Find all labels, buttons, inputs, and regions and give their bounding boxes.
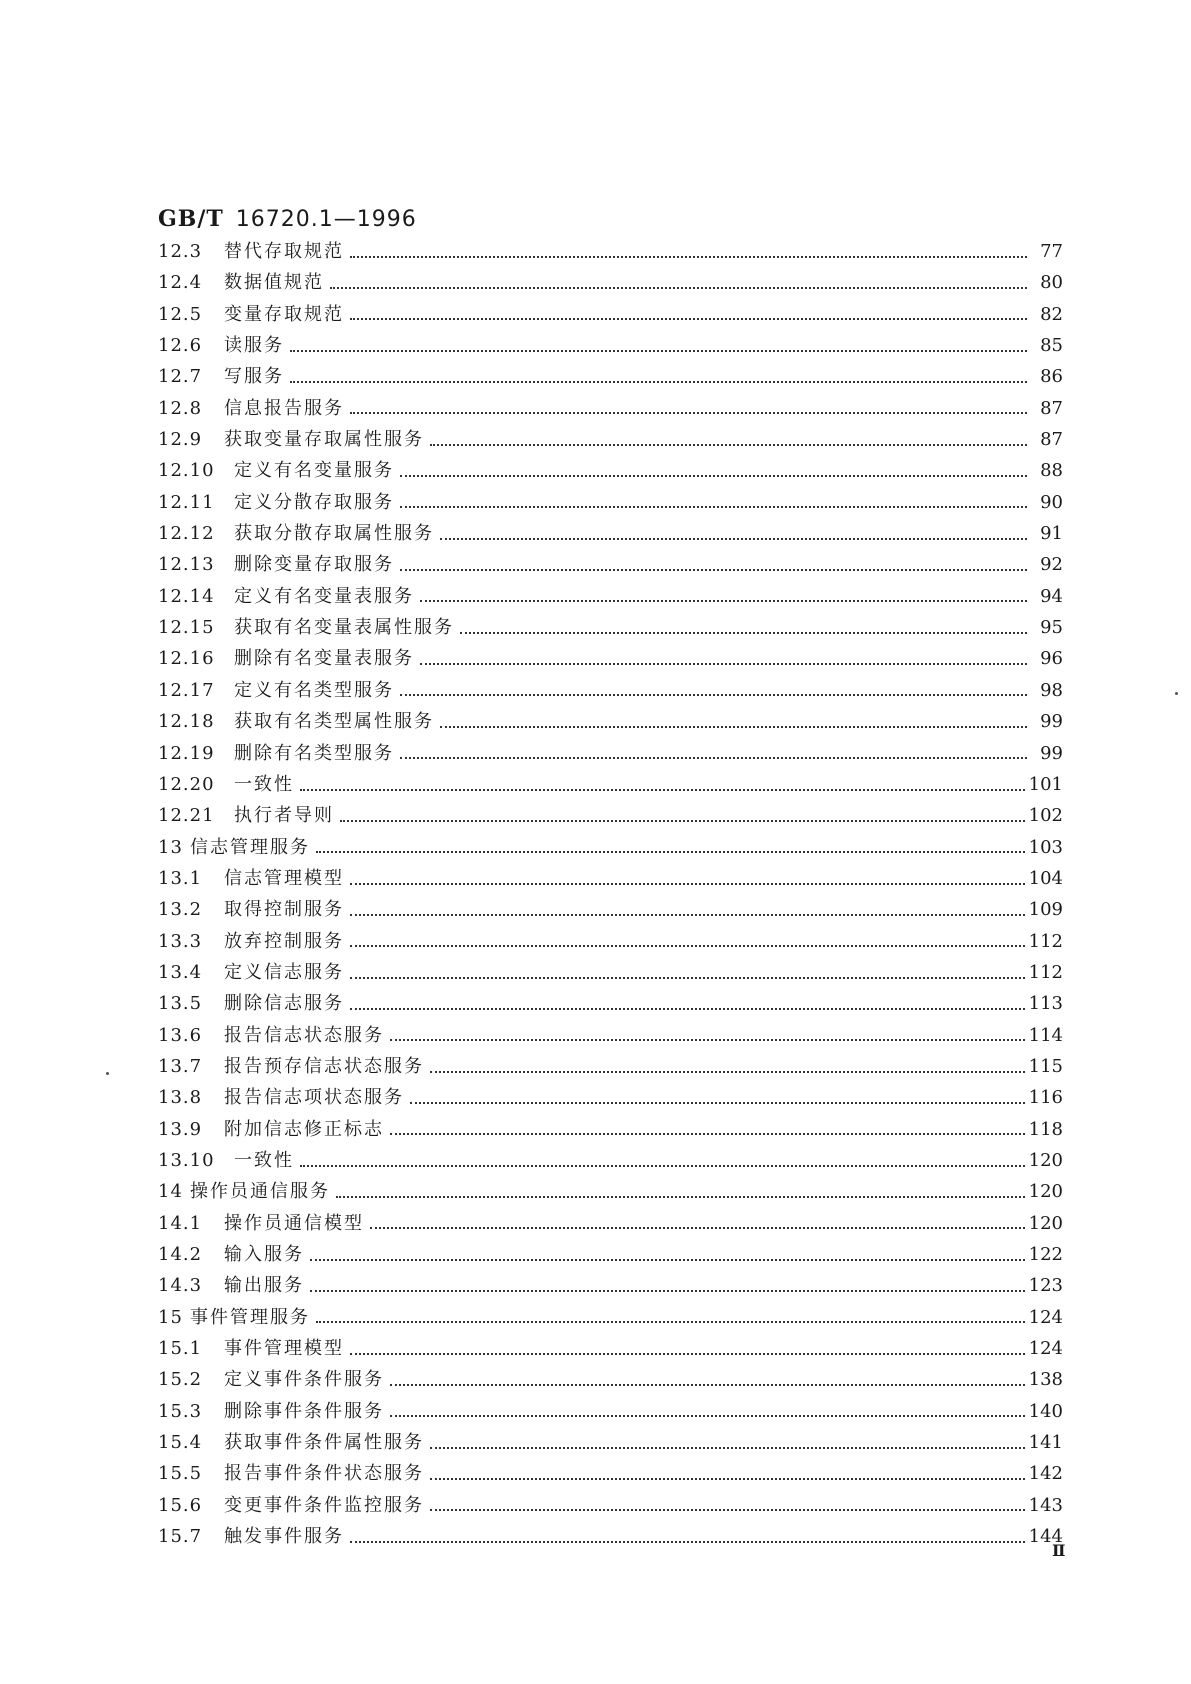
toc-entry-page: 113	[1028, 993, 1063, 1015]
toc-entry-page: 80	[1040, 272, 1063, 294]
toc-entry	[158, 643, 1063, 674]
toc-entry-number: 12.13	[158, 554, 215, 576]
toc-entry-title: 定义有名类型服务	[234, 679, 394, 701]
toc-entry-page: 109	[1028, 899, 1063, 921]
toc-entry-title: 报告信志项状态服务	[224, 1087, 404, 1109]
toc-dot-leader	[420, 663, 1027, 665]
toc-entry	[158, 1082, 1063, 1113]
toc-entry-page: 112	[1028, 930, 1063, 952]
toc-entry-title: 附加信志修正标志	[224, 1118, 384, 1140]
toc-entry-title: 报告预存信志状态服务	[224, 1055, 424, 1077]
toc-entry-page: 142	[1028, 1463, 1063, 1485]
toc-entry	[158, 1333, 1063, 1364]
toc-entry-number: 15.3	[158, 1400, 203, 1422]
toc-dot-leader	[350, 256, 1027, 258]
toc-entry-title: 删除有名类型服务	[234, 742, 394, 764]
toc-dot-leader	[350, 1353, 1025, 1355]
toc-entry-number: 12.7	[158, 366, 203, 388]
toc-entry-title: 定义有名变量服务	[234, 460, 394, 482]
toc-dot-leader	[400, 694, 1027, 696]
toc-entry-title: 事件管理模型	[224, 1338, 344, 1360]
toc-entry-page: 140	[1028, 1400, 1063, 1422]
toc-entry	[158, 361, 1063, 392]
toc-entry-page: 143	[1028, 1494, 1063, 1516]
toc-dot-leader	[316, 1321, 1025, 1323]
toc-entry-number: 12.14	[158, 585, 215, 607]
toc-entry	[158, 581, 1063, 612]
toc-entry-number: 13.10	[158, 1149, 215, 1171]
toc-entry-number: 14.2	[158, 1244, 203, 1265]
toc-entry-title: 获取变量存取属性服务	[224, 429, 424, 451]
toc-entry-number: 13.7	[158, 1055, 203, 1077]
toc-entry	[158, 1490, 1063, 1521]
standard-number: 16720.1—1996	[235, 207, 417, 232]
toc-entry-page: 103	[1028, 836, 1063, 858]
toc-dot-leader	[340, 820, 1025, 822]
toc-entry-title: 定义有名变量表服务	[234, 585, 414, 607]
toc-entry-page: 85	[1040, 335, 1063, 357]
toc-dot-leader	[290, 350, 1027, 352]
toc-entry-page: 112	[1028, 961, 1063, 983]
toc-entry-number: 13.1	[158, 867, 203, 889]
toc-entry-number: 14.3	[158, 1275, 203, 1297]
toc-entry-page: 120	[1028, 1181, 1063, 1203]
toc-entry-number: 15.7	[158, 1526, 203, 1548]
toc-entry-number: 13.6	[158, 1024, 203, 1046]
toc-dot-leader	[390, 1133, 1025, 1135]
standard-code: GB/T	[158, 206, 224, 232]
toc-entry-number: 14.1	[158, 1212, 203, 1234]
toc-entry-title: 定义分散存取服务	[234, 491, 394, 513]
toc-dot-leader	[430, 1071, 1025, 1073]
toc-entry	[158, 1239, 1063, 1270]
toc-entry-number: 12.5	[158, 303, 203, 325]
toc-entry-number: 12.12	[158, 523, 215, 545]
toc-entry-title: 输入服务	[224, 1244, 304, 1265]
toc-entry-title: 执行者导则	[234, 805, 334, 827]
toc-entry-number: 13.8	[158, 1087, 203, 1109]
toc-entry-number: 15.4	[158, 1432, 203, 1454]
toc-entry-number: 14	[158, 1181, 183, 1203]
toc-entry	[158, 236, 1063, 267]
toc-entry-title: 操作员通信服务	[190, 1181, 330, 1203]
toc-entry-number: 12.4	[158, 272, 203, 294]
toc-entry	[158, 1521, 1063, 1552]
toc-dot-leader	[310, 1259, 1025, 1261]
toc-entry-title: 信息报告服务	[224, 397, 344, 419]
toc-entry-number: 13.9	[158, 1118, 203, 1140]
toc-entry-title: 报告事件条件状态服务	[224, 1463, 424, 1485]
toc-entry-number: 12.20	[158, 773, 215, 795]
toc-entry	[158, 1145, 1063, 1176]
toc-entry-title: 写服务	[224, 366, 284, 388]
toc-dot-leader	[300, 1165, 1025, 1167]
toc-entry-page: 102	[1028, 805, 1063, 827]
toc-entry-title: 变量存取规范	[224, 303, 344, 325]
toc-entry-number: 12.15	[158, 617, 215, 639]
toc-entry-number: 12.16	[158, 648, 215, 670]
page-number: Ⅱ	[1052, 1541, 1066, 1560]
toc-entry-number: 15.1	[158, 1338, 203, 1360]
toc-entry-page: 95	[1040, 617, 1063, 639]
page-header	[158, 206, 417, 232]
toc-entry-title: 定义信志服务	[224, 961, 344, 983]
toc-entry	[158, 863, 1063, 894]
toc-entry	[158, 1302, 1063, 1333]
toc-entry	[158, 738, 1063, 769]
toc-entry-page: 116	[1028, 1087, 1063, 1109]
toc-entry	[158, 518, 1063, 549]
toc-entry-page: 124	[1028, 1338, 1063, 1360]
toc-entry-page: 87	[1040, 397, 1063, 419]
toc-entry-number: 13	[158, 836, 183, 858]
toc-dot-leader	[350, 1008, 1025, 1010]
toc-dot-leader	[400, 569, 1027, 571]
toc-entry-title: 信志管理服务	[190, 836, 310, 858]
toc-dot-leader	[316, 851, 1025, 853]
toc-entry	[158, 1427, 1063, 1458]
toc-dot-leader	[300, 789, 1025, 791]
scan-speck	[1175, 692, 1178, 695]
toc-entry-page: 120	[1028, 1149, 1063, 1171]
toc-entry	[158, 1396, 1063, 1427]
toc-dot-leader	[400, 757, 1027, 759]
toc-entry-number: 12.8	[158, 397, 203, 419]
toc-entry-page: 104	[1028, 867, 1063, 889]
toc-entry-title: 报告信志状态服务	[224, 1024, 384, 1046]
toc-entry-number: 12.19	[158, 742, 215, 764]
toc-entry	[158, 1364, 1063, 1395]
toc-entry	[158, 455, 1063, 486]
toc-entry-page: 91	[1040, 523, 1063, 545]
toc-entry-number: 12.9	[158, 429, 203, 451]
toc-entry	[158, 1114, 1063, 1145]
toc-entry-title: 变更事件条件监控服务	[224, 1494, 424, 1516]
toc-entry-number: 12.17	[158, 679, 215, 701]
toc-entry-page: 96	[1040, 648, 1063, 670]
toc-entry-title: 触发事件服务	[224, 1526, 344, 1548]
toc-entry	[158, 800, 1063, 831]
toc-entry-title: 输出服务	[224, 1275, 304, 1297]
toc-entry-page: 77	[1040, 241, 1063, 262]
table-of-contents	[158, 236, 1063, 1552]
toc-entry	[158, 988, 1063, 1019]
toc-entry-page: 101	[1028, 773, 1063, 795]
toc-dot-leader	[350, 1541, 1025, 1543]
toc-dot-leader	[350, 318, 1027, 320]
toc-dot-leader	[430, 1447, 1025, 1449]
toc-entry	[158, 549, 1063, 580]
toc-dot-leader	[330, 287, 1027, 289]
toc-entry	[158, 424, 1063, 455]
toc-entry-page: 99	[1040, 711, 1063, 733]
toc-entry	[158, 832, 1063, 863]
toc-entry-title: 一致性	[234, 773, 294, 795]
toc-entry-number: 12.10	[158, 460, 215, 482]
toc-dot-leader	[390, 1384, 1025, 1386]
toc-entry-title: 读服务	[224, 335, 284, 357]
toc-entry-page: 118	[1028, 1118, 1063, 1140]
toc-entry-title: 数据值规范	[224, 272, 324, 294]
toc-entry-number: 12.6	[158, 335, 203, 357]
toc-entry-title: 获取事件条件属性服务	[224, 1432, 424, 1454]
toc-dot-leader	[430, 444, 1027, 446]
toc-entry	[158, 1270, 1063, 1301]
toc-entry-page: 123	[1028, 1275, 1063, 1297]
toc-entry-page: 120	[1028, 1212, 1063, 1234]
toc-entry	[158, 706, 1063, 737]
toc-entry-number: 13.5	[158, 993, 203, 1015]
toc-entry-number: 13.4	[158, 961, 203, 983]
toc-entry-page: 141	[1028, 1432, 1063, 1454]
toc-entry-number: 15	[158, 1306, 183, 1328]
toc-dot-leader	[350, 914, 1025, 916]
toc-entry	[158, 1020, 1063, 1051]
toc-entry-page: 114	[1028, 1024, 1063, 1046]
toc-entry-page: 144	[1028, 1526, 1063, 1548]
toc-entry-page: 86	[1040, 366, 1063, 388]
toc-entry	[158, 299, 1063, 330]
toc-entry-title: 事件管理服务	[190, 1306, 310, 1328]
toc-entry	[158, 330, 1063, 361]
toc-entry	[158, 487, 1063, 518]
toc-entry	[158, 1051, 1063, 1082]
toc-entry	[158, 267, 1063, 298]
toc-entry-title: 获取有名变量表属性服务	[234, 617, 454, 639]
toc-entry-title: 删除变量存取服务	[234, 554, 394, 576]
toc-dot-leader	[290, 381, 1027, 383]
toc-dot-leader	[350, 977, 1025, 979]
toc-entry-number: 13.3	[158, 930, 203, 952]
toc-dot-leader	[400, 475, 1027, 477]
toc-entry-number: 15.6	[158, 1494, 203, 1516]
toc-entry-title: 删除信志服务	[224, 993, 344, 1015]
toc-entry	[158, 675, 1063, 706]
toc-entry-number: 15.2	[158, 1369, 203, 1391]
toc-dot-leader	[390, 1415, 1025, 1417]
scan-speck	[106, 1072, 109, 1075]
toc-dot-leader	[420, 600, 1027, 602]
toc-entry	[158, 1208, 1063, 1239]
toc-entry-page: 98	[1040, 679, 1063, 701]
toc-entry-number: 12.21	[158, 805, 215, 827]
toc-entry-page: 92	[1040, 554, 1063, 576]
toc-entry	[158, 393, 1063, 424]
toc-dot-leader	[430, 1478, 1025, 1480]
toc-dot-leader	[440, 538, 1027, 540]
toc-entry-page: 124	[1028, 1306, 1063, 1328]
toc-dot-leader	[400, 506, 1027, 508]
toc-entry-title: 放弃控制服务	[224, 930, 344, 952]
toc-dot-leader	[350, 883, 1025, 885]
toc-entry-title: 获取有名类型属性服务	[234, 711, 434, 733]
toc-dot-leader	[460, 632, 1027, 634]
toc-entry-page: 115	[1028, 1055, 1063, 1077]
toc-entry-number: 12.3	[158, 241, 203, 262]
toc-dot-leader	[310, 1290, 1025, 1292]
toc-dot-leader	[336, 1196, 1025, 1198]
toc-entry-title: 删除有名变量表服务	[234, 648, 414, 670]
toc-entry-page: 94	[1040, 585, 1063, 607]
toc-entry	[158, 612, 1063, 643]
toc-entry-page: 99	[1040, 742, 1063, 764]
toc-entry-page: 122	[1028, 1244, 1063, 1265]
toc-dot-leader	[350, 412, 1027, 414]
toc-entry-page: 88	[1040, 460, 1063, 482]
toc-entry-number: 12.11	[158, 491, 215, 513]
toc-entry-title: 获取分散存取属性服务	[234, 523, 434, 545]
toc-entry-title: 替代存取规范	[224, 241, 344, 262]
toc-entry-title: 信志管理模型	[224, 867, 344, 889]
toc-dot-leader	[350, 945, 1025, 947]
toc-entry-title: 定义事件条件服务	[224, 1369, 384, 1391]
toc-entry-number: 15.5	[158, 1463, 203, 1485]
toc-dot-leader	[440, 726, 1027, 728]
toc-entry-title: 取得控制服务	[224, 899, 344, 921]
toc-entry	[158, 1458, 1063, 1489]
toc-entry-page: 87	[1040, 429, 1063, 451]
toc-entry	[158, 926, 1063, 957]
toc-entry-page: 138	[1028, 1369, 1063, 1391]
toc-entry-number: 12.18	[158, 711, 215, 733]
toc-entry-page: 82	[1040, 303, 1063, 325]
toc-entry	[158, 894, 1063, 925]
toc-entry	[158, 957, 1063, 988]
toc-dot-leader	[410, 1102, 1025, 1104]
toc-entry	[158, 769, 1063, 800]
toc-entry-title: 一致性	[234, 1149, 294, 1171]
toc-entry-title: 删除事件条件服务	[224, 1400, 384, 1422]
toc-entry-title: 操作员通信模型	[224, 1212, 364, 1234]
toc-dot-leader	[370, 1227, 1025, 1229]
toc-dot-leader	[390, 1039, 1025, 1041]
toc-entry-number: 13.2	[158, 899, 203, 921]
toc-entry	[158, 1176, 1063, 1207]
toc-entry-page: 90	[1040, 491, 1063, 513]
toc-dot-leader	[430, 1509, 1025, 1511]
